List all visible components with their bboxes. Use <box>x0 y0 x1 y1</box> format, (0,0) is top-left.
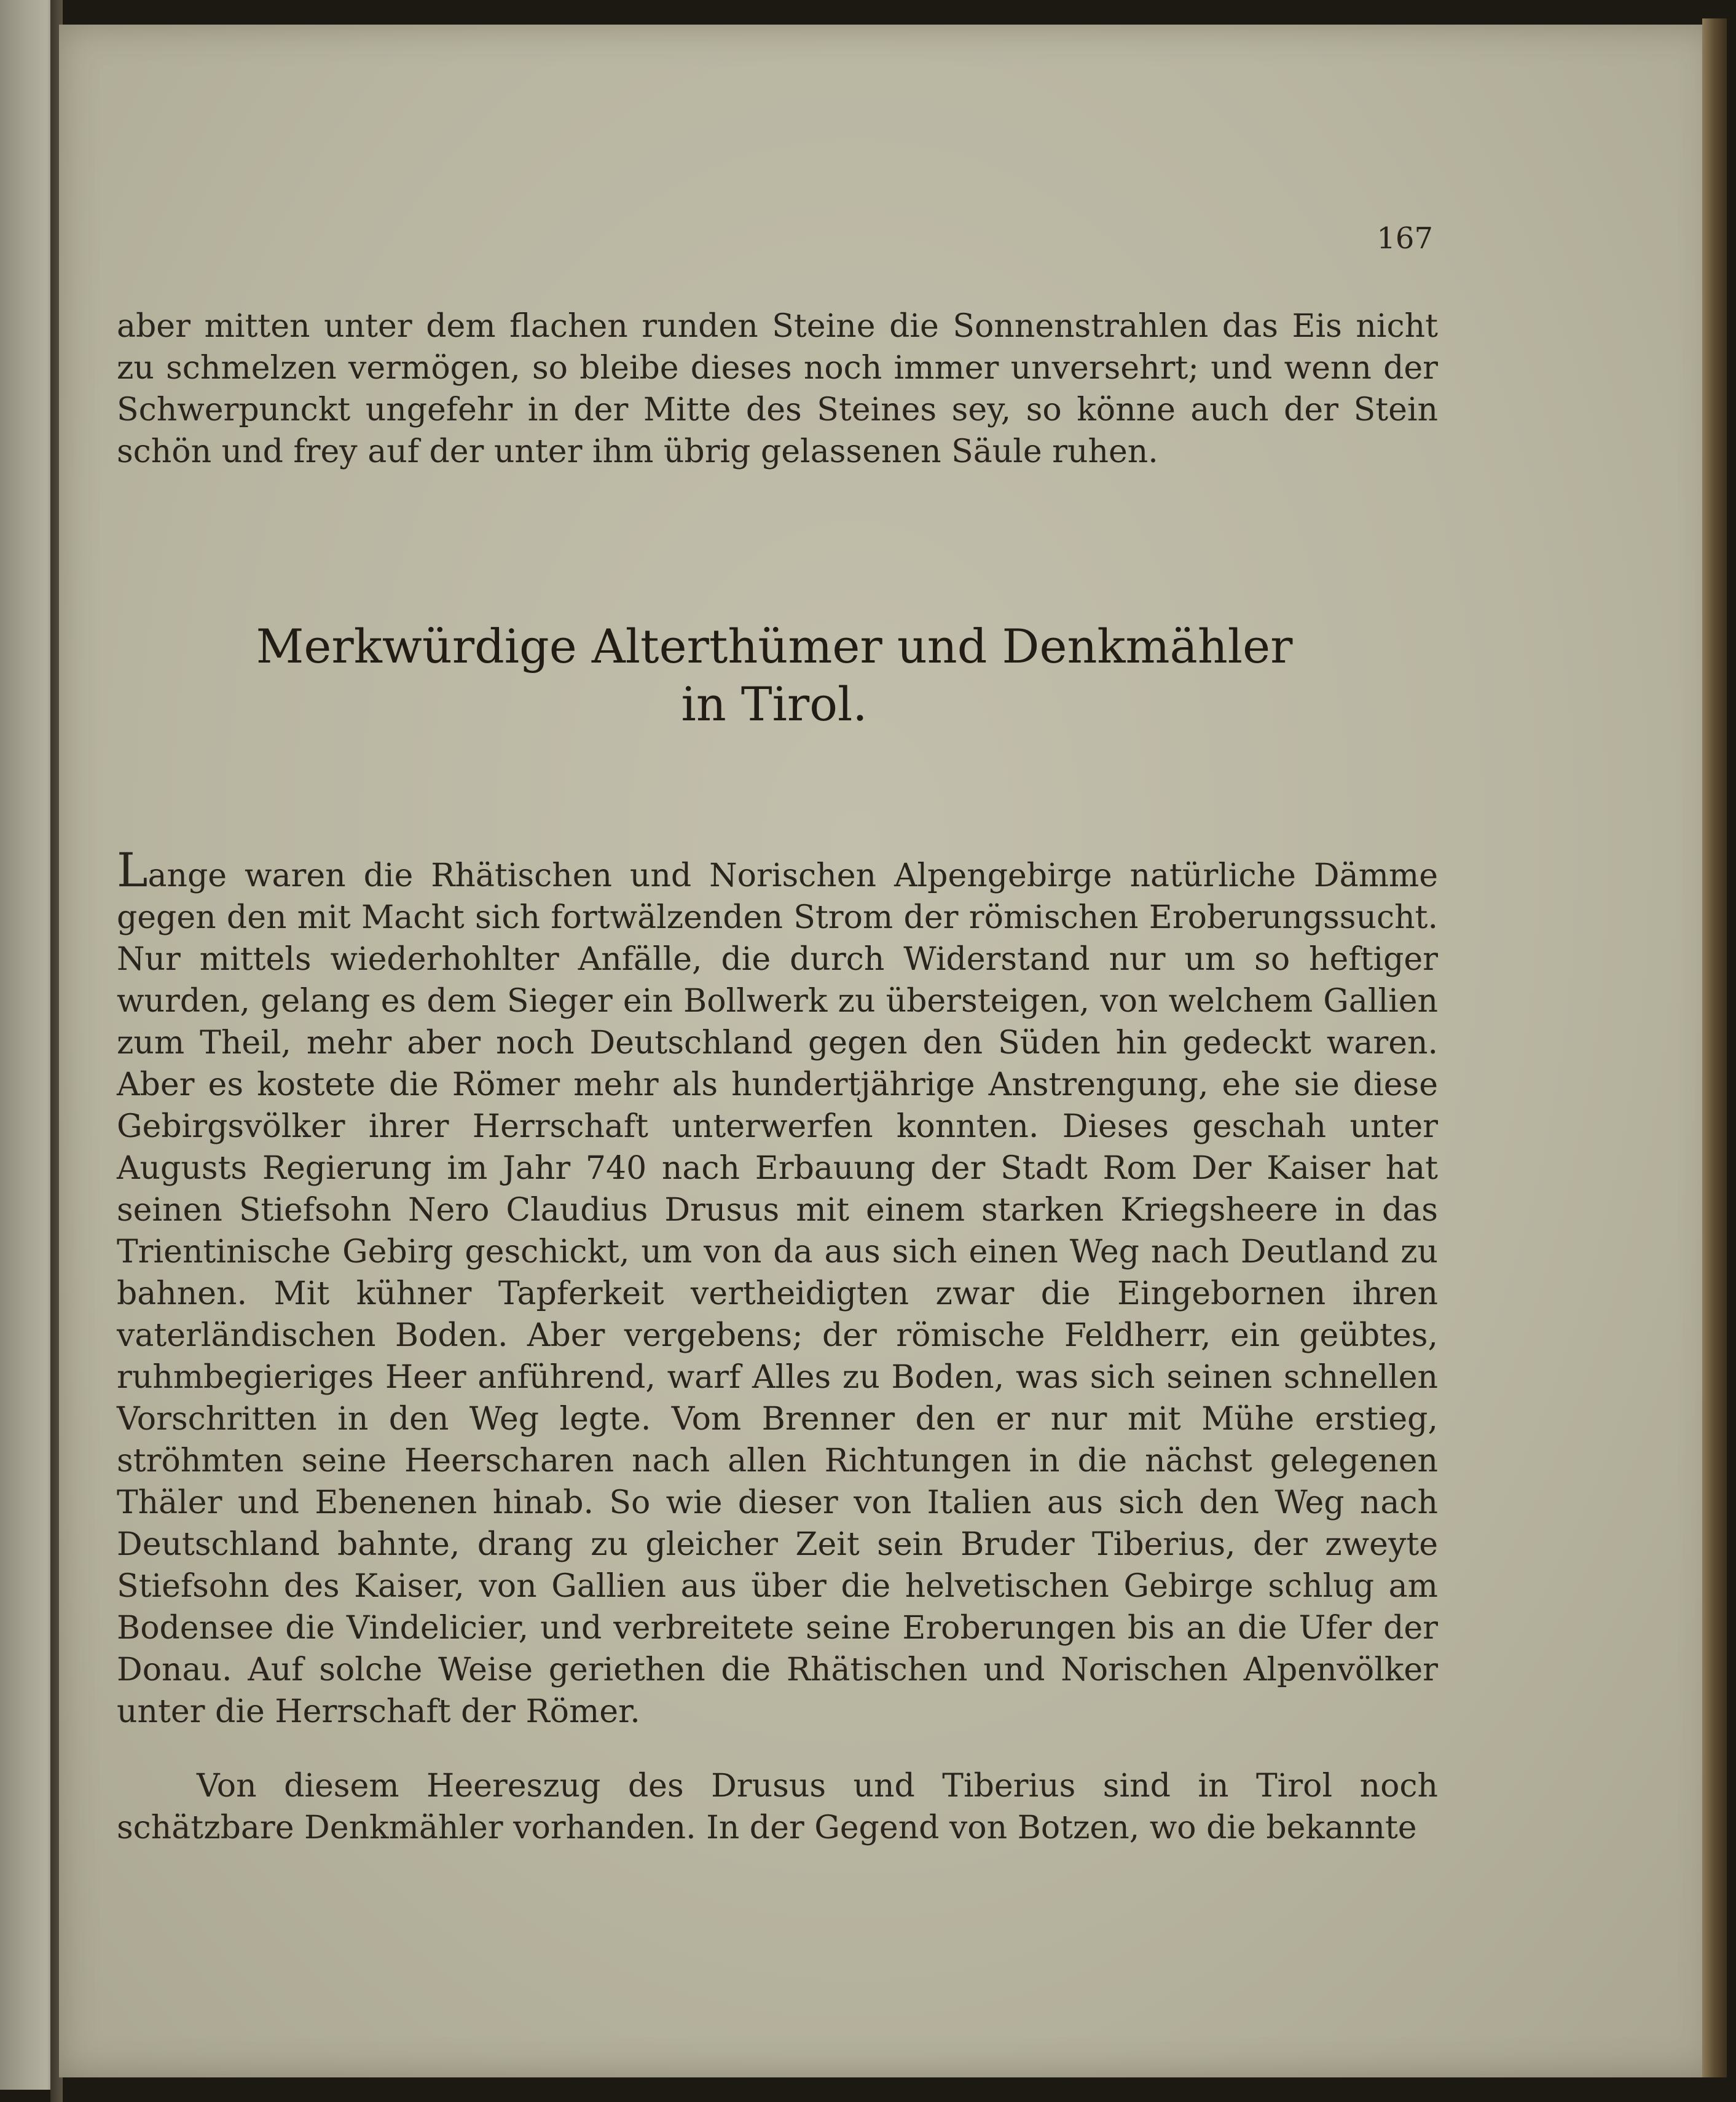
page-number: 167 <box>1377 221 1433 256</box>
page-edges-right <box>1702 18 1727 2077</box>
top-paragraph: aber mitten unter dem flachen runden Steine die Sonnenstrahlen das Eis nicht zu schmelzen vermögen, so bleibe dieses noch immer unversehrt; und wenn der Schwerpunckt ungefehr in der Mitte des Steines sey, so könne auch der Stein schön und frey auf der unter ihm übrig gelassenen Säule ruhen. <box>117 308 1438 470</box>
drop-cap: L <box>117 843 148 897</box>
last-paragraph: Von diesem Heereszug des Drusus und Tiberius sind in Tirol noch schätzbare Denkmähler vorhanden. In der Gegend von Botzen, wo die bekannte <box>117 1768 1438 1846</box>
main-paragraph-text: ange waren die Rhätischen und Norischen Alpengebirge natürliche Dämme gegen den mit Macht sich fortwälzenden Strom der römischen Eroberungssucht. Nur mittels wiederhohlter Anfälle, die durch Widerstand nur um so heftiger wurden, gelang es dem Sieger ein Bollwerk zu übersteigen, von welchem Gallien zum Theil, mehr aber noch Deutschland gegen den Süden hin gedeckt waren. Aber es kostete die Römer mehr als hundertjährige Anstrengung, ehe sie diese Gebirgsvölker ihrer Herrschaft unterwerfen konnten. Dieses geschah unter Augusts Regierung im Jahr 740 nach Erbauung der Stadt Rom Der Kaiser hat seinen Stiefsohn Nero Claudius Drusus mit einem starken Kriegsheere in das Trientinische Gebirg geschickt, um von da aus sich einen Weg nach Deutland zu bahnen. Mit kühner Tapferkeit vertheidigten zwar die Eingebornen ihren vaterländischen Boden. Aber vergebens; der römische Feldherr, ein geübtes, ruhmbegieriges Heer anführend, warf Alles zu Boden, was sich seinen schnellen Vorschritten in den Weg legte. Vom Brenner den er nur mit Mühe erstieg, ströhmten seine Heerscharen nach allen Richtungen in die nächst gelegenen Thäler und Ebenenen hinab. So wie dieser von Italien aus sich den Weg nach Deutschland bahnte, drang zu gleicher Zeit sein Bruder Tiberius, der zweyte Stiefsohn des Kaiser, von Gallien aus über die helvetischen Gebirge schlug am Bodensee die Vindelicier, und verbreitete seine Eroberungen bis an die Ufer der Donau. Auf solche Weise geriethen die Rhätischen und Norischen Alpenvölker unter die Herrschaft der Römer. <box>117 857 1438 1730</box>
main-paragraph <box>117 843 1438 1733</box>
chapter-heading <box>184 618 1364 733</box>
heading-line-2: in Tirol. <box>681 677 868 731</box>
heading-line-1: Merkwürdige Alterthümer und Denkmähler <box>256 619 1293 674</box>
